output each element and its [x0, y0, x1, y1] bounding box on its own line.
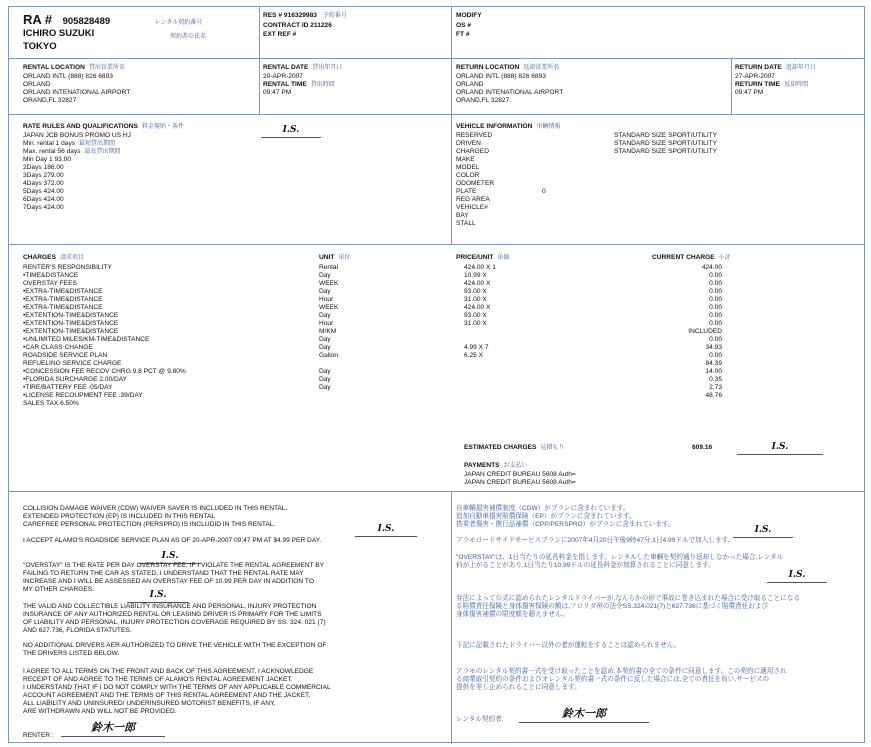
text-line: SALES TAX 6.50%	[23, 400, 79, 407]
text-line: OF LIABILITY AND PERSONAL, INJURY PROTECTION COVERAGE REQUIRED BY SS. 324. 021 (7)	[23, 619, 326, 626]
text-line: •FLORIDA SURCHARGE 2.00/DAY	[23, 376, 128, 383]
text-line	[319, 360, 338, 368]
divider	[731, 59, 732, 114]
text-line: DRIVEN	[456, 140, 481, 147]
text-line: COLLISION DAMAGE WAIVER (CDW) WAIVER SAVER IS INCLUDED IN THIS RENTAL.	[23, 505, 288, 512]
text-line: Hour	[319, 320, 334, 327]
renter-name-jp-label: 契約者の氏名	[170, 34, 207, 40]
text-line: 48.76	[705, 392, 722, 399]
charge-units	[319, 264, 338, 408]
text-line: CHARGED	[456, 148, 489, 155]
text-line: 14.00	[705, 368, 722, 375]
text-line: Hour	[319, 296, 334, 303]
text-line: •EXTRA-TIME&DISTANCE	[23, 304, 103, 311]
roadside-initials-en: I.S.	[139, 545, 201, 564]
renter-signature: 鈴木一郎	[61, 718, 165, 737]
text-line: 0.00	[709, 304, 722, 311]
text-line: •EXTENTION-TIME&DISTANCE	[23, 328, 119, 335]
text-line: Day	[319, 384, 331, 391]
text-line: INSURANCE OF ANY AUTHORIZED RENTAL OR LEASING DRIVER IS PRIMARY FOR THE LIMITS	[23, 611, 322, 618]
text-line: ODOMETER	[456, 180, 495, 187]
rates-promo: JAPAN JCB BONUS PROMO US HJ	[23, 132, 131, 139]
text-line: JAPAN CREDIT BUREAU 5608 Auth=	[464, 471, 576, 478]
text-line: •EXTRA-TIME&DISTANCE	[23, 296, 103, 303]
text-line: CAREFREE PERSONAL PROTECTION (PERSPRO) IS INCLUDID IN THIS RENTAL.	[23, 521, 276, 528]
divider	[451, 7, 452, 58]
text-line: 0.00	[709, 320, 722, 327]
cdw-initials-en: I.S.	[355, 518, 417, 537]
text-line: ARE WITHDRAWN AND WILL NOT BE PROVIDED.	[23, 708, 177, 715]
text-line: STALL	[456, 220, 476, 227]
text-line: RESERVED	[456, 132, 493, 139]
text-line: 6Days 424.00	[23, 196, 64, 203]
rental-time: 09:47 PM	[263, 89, 292, 96]
text-line: STANDARD SIZE SPORT/UTILITY	[614, 132, 718, 139]
rates-min-rental: Min. rental 1 days 最短貸出期間	[23, 140, 116, 147]
estimated-charges-value: 609.16	[692, 444, 713, 451]
terms-section	[9, 492, 864, 744]
text-line: 5Days 424.00	[23, 188, 64, 195]
text-line: THE DRIVERS LISTED BELOW.	[23, 650, 120, 657]
res-jp-label: 予約番号	[322, 13, 347, 19]
text-line: Day	[319, 288, 331, 295]
rental-agreement-document	[8, 6, 865, 743]
text-line: 424.00 X	[464, 280, 491, 287]
text-line: ORLAND INTENATIONAL AIRPORT	[456, 89, 564, 96]
text-line: 2Days 186.00	[23, 164, 64, 171]
text-line	[319, 400, 338, 408]
rental-location-title: RENTAL LOCATION 貸出営業所名	[23, 64, 125, 71]
text-line: •EXTENTION-TIME&DISTANCE	[23, 320, 119, 327]
cdw-terms-jp	[456, 505, 675, 529]
cdw-terms-en	[23, 505, 287, 529]
text-line: 0.00	[709, 336, 722, 343]
text-line: ORAND,FL 32827	[456, 97, 510, 104]
payments-list	[464, 471, 576, 487]
ext-ref: EXT REF #	[263, 31, 297, 38]
text-line: 93.00 X	[464, 312, 487, 319]
renter-name: ICHIRO SUZUKI	[23, 28, 95, 39]
rates-title: RATE RULES AND QUALIFICATIONS 料金規則・条件	[23, 123, 184, 130]
agree-terms-en	[23, 668, 331, 716]
text-line: M/KM	[319, 328, 337, 335]
return-location-title: RETURN LOCATION 返却営業所名	[456, 64, 560, 71]
text-line: 424.00 X	[464, 304, 491, 311]
text-line: Rental	[319, 264, 339, 271]
text-line: PLATE	[456, 188, 477, 195]
text-line	[464, 384, 496, 392]
text-line	[464, 368, 496, 376]
signer-signature-jp: 鈴木一郎	[519, 704, 649, 723]
divider	[259, 59, 260, 114]
text-line: 0.00	[709, 280, 722, 287]
text-line: I UNDERSTAND THAT IF I DO NOT COMPLY WITH THE TERMS OF ANY APPLICABLE COMMERCIAL	[23, 684, 331, 691]
estimated-charges-label: ESTIMATED CHARGES 見積もり	[464, 444, 565, 451]
cdw-initials-jp: I.S.	[733, 519, 793, 538]
text-line: ORAND,FL 32827	[23, 97, 77, 104]
drivers-terms-jp: 下記に記載されたドライバー以外の者が運転をすることは認められません。	[456, 642, 681, 649]
text-line: 3Days 279.00	[23, 172, 64, 179]
modify-label: MODIFY	[456, 12, 482, 19]
text-line: RECEIPT OF AND AGREE TO THE TERMS OF ALAMO'S RENTAL AGREEMENT JACKET.	[23, 676, 293, 683]
rates-max-rental: Max. rental 56 days 最長貸出期間	[23, 148, 121, 155]
text-line: REFUELING SERVICE CHARGE	[23, 360, 122, 367]
return-date: 27-APR-2007	[735, 73, 775, 80]
return-location-lines	[456, 73, 563, 105]
text-line: 424.00 X 1	[464, 264, 496, 271]
text-line	[464, 392, 496, 400]
overstay-terms-jp	[456, 554, 783, 570]
divider	[451, 492, 452, 744]
ra-number	[23, 11, 202, 29]
text-line: REG AREA	[456, 196, 490, 203]
text-line: Day	[319, 344, 331, 351]
text-line: 0.00	[709, 352, 722, 359]
text-line: WEEK	[319, 304, 339, 311]
charges-col-header: CHARGES 請求項目	[23, 254, 84, 261]
text-line: Min Day 1 93.00	[23, 156, 72, 163]
text-line: 搭乗者傷害・携行品補償（CPP/PERSPRO）がプランに含まれています。	[456, 521, 675, 528]
text-line: MODEL	[456, 164, 480, 171]
header-section	[9, 7, 864, 59]
rental-time-title: RENTAL TIME 貸出時間	[263, 81, 335, 88]
text-line: JAPAN CREDIT BUREAU 5608 Auth=	[464, 479, 576, 486]
text-line: ORLAND INTENATIONAL AIRPORT	[23, 89, 131, 96]
text-line: VEHICLE#	[456, 204, 488, 211]
ra-label: RA #	[23, 12, 53, 27]
text-line	[464, 328, 496, 336]
text-line	[464, 336, 496, 344]
text-line: Day	[319, 368, 331, 375]
text-line: NO ADDITIONAL DRIVERS AER AUTHORIZED TO DRIVE THE VEHICLE WITH THE EXCEPTION OF	[23, 642, 327, 649]
text-line: 料が上がることがあり,1日当たり10.99ドルの延長料金が加算されることに同意します。	[456, 562, 715, 569]
estimated-initials: I.S.	[737, 436, 823, 455]
divider	[451, 59, 452, 114]
text-line: INCLUDED	[688, 328, 722, 335]
text-line: MY OTHER CHARGES.	[23, 586, 94, 593]
renter-label: RENTER :	[23, 732, 54, 739]
text-line: "OVERSTAY"は、1日当たりの延長料金を指します。レンタルした車輌を契約通り返却しなかった場合,レンタル	[456, 554, 784, 561]
odometer-value: 0	[542, 188, 546, 195]
text-line: ORLAND INTL (888) 826 6893	[456, 73, 546, 80]
drivers-terms-en	[23, 642, 326, 658]
text-line: 10.99 X	[464, 272, 487, 279]
text-line: •EXTENTION-TIME&DISTANCE	[23, 312, 119, 319]
text-line: 0.00	[709, 288, 722, 295]
return-time: 09:47 PM	[735, 89, 764, 96]
text-line: Day	[319, 312, 331, 319]
text-line: 提供を差し止められることに同意します。	[456, 684, 581, 691]
text-line	[319, 392, 338, 400]
text-line: STANDARD SIZE SPORT/UTILITY	[614, 140, 718, 147]
text-line: 6.25 X	[464, 352, 484, 359]
text-line: MAKE	[456, 156, 475, 163]
roadside-terms-en: I ACCEPT ALAMO'S ROADSIDE SERVICE PLAN AS OF 20-APR-2007 09:47 PM AT $4.99 PER DAY.	[23, 537, 322, 544]
renter-city: TOKYO	[23, 41, 57, 52]
divider	[451, 115, 452, 244]
text-line: 84.39	[705, 360, 722, 367]
text-line: WEEK	[319, 280, 339, 287]
text-line: 31.00 X	[464, 296, 487, 303]
text-line: 2.73	[709, 384, 722, 391]
text-line	[464, 376, 496, 384]
text-line: る賠償責任保険と身体傷害保険の額は,フロリダ州の法令SS.324.021(7)と627.736に基づく賠償責任および	[456, 603, 769, 610]
charge-items	[23, 264, 186, 408]
contract-id: CONTRACT ID 211226	[263, 22, 332, 29]
text-line: 4Days 372.00	[23, 180, 64, 187]
text-line: FAILING TO RETURN THE CAR AS STATED, I UNDERSTAND THAT THE RENTAL RATE MAY	[23, 570, 304, 577]
text-line: 93.00 X	[464, 288, 487, 295]
unit-col-header: UNIT 単位	[319, 254, 351, 261]
overstay-initials-en: I.S.	[127, 584, 189, 603]
text-line: 弁法によって公式に認められたレンタルドライバーが,なんらかの形で事故に巻き込まれた場合に受け取ることになる	[456, 595, 800, 602]
res-number: RES # 916329983 予約番号	[263, 12, 347, 19]
vehicle-title: VEHICLE INFORMATION 車輌情報	[456, 123, 561, 130]
text-line: THE VALID AND COLLECTIBLE LIABILITY INSURANCE AND PERSONAL, INJURY PROTECTION	[23, 603, 317, 610]
text-line: 自車輌損害補償制度（CDW）がプランに含まれています。	[456, 505, 630, 512]
text-line: 34.93	[705, 344, 722, 351]
return-date-title: RETURN DATE 返却年月日	[735, 64, 816, 71]
rates-vehicle-section	[9, 115, 864, 245]
text-line: 7Days 424.00	[23, 204, 64, 211]
text-line	[464, 360, 496, 368]
liability-terms-en	[23, 603, 326, 635]
text-line: 0.00	[709, 272, 722, 279]
overstay-initials-jp: I.S.	[767, 564, 827, 583]
text-line: •LICENSE RECOUPMENT FEE .39/DAY	[23, 392, 143, 399]
rates-day-list	[23, 156, 71, 212]
text-line: 0.35	[709, 376, 722, 383]
text-line: 0.00	[709, 296, 722, 303]
text-line: •CONCESSION FEE RECOV CHRG 9.8 PCT @ 9.80%	[23, 368, 186, 375]
rates-initials: I.S.	[261, 119, 321, 138]
charge-current	[649, 264, 722, 408]
text-line: 424.00	[701, 264, 722, 271]
text-line	[649, 400, 722, 408]
text-line: OVERSTAY FEES	[23, 280, 77, 287]
text-line: Day	[319, 272, 331, 279]
text-line: ORLAND	[456, 81, 484, 88]
text-line: ACCOUNT AGREEMENT AND THE TERMS OF THIS RENTAL AGREEMENT AND THE JACKET,	[23, 692, 311, 699]
text-line: 31.00 X	[464, 320, 487, 327]
text-line: INCREASE AND I WILL BE ASSESSED AN OVERSTAY FEE OF 10.99 PER DAY IN ADDITION TO	[23, 578, 314, 585]
text-line: •TIRE/BATTERY FEE .05/DAY	[23, 384, 113, 391]
rental-date: 20-APR-2007	[263, 73, 303, 80]
text-line: ORLAND	[23, 81, 51, 88]
roadside-terms-jp: アラモロードサイドサービスプランに2007年4月20日午後9時47分,1日4.99ドルで加入します。	[456, 537, 735, 544]
agree-terms-jp	[456, 668, 787, 692]
text-line: アラモのレンタル契約書一式を受け取ったことを認め,本契約書の全ての条件に同意します。この契約に適用され	[456, 668, 787, 675]
rental-return-section	[9, 59, 864, 115]
text-line: EXTENDED PROTECTION (EP) IS INCLUDED IN THIS RENTAL	[23, 513, 216, 520]
liability-terms-jp	[456, 595, 800, 619]
text-line: Day	[319, 376, 331, 383]
text-line: る商業取引契約の条件およびオレンタル契約書一式の条件に反した場合には,全ての責任を負い,サービスの	[456, 676, 770, 683]
text-line: I AGREE TO ALL TERMS ON THE FRONT AND BACK OF THIS AGREEMENT, I ACKNOWLEDGE	[23, 668, 314, 675]
text-line: •UNLIMITED MILES/KM-TIME&DISTANCE	[23, 336, 150, 343]
return-time-title: RETURN TIME 返却時間	[735, 81, 809, 88]
text-line: 追加自動車損害賠償保険（EP）がプランに含まれています。	[456, 513, 636, 520]
text-line: Day	[319, 336, 331, 343]
text-line: ALL LIABILITY AND UNINSURED/ UNDERINSURED MOTORIST BENEFITS, IF ANY,	[23, 700, 276, 707]
text-line	[464, 400, 496, 408]
text-line: AND 627.736, FLORIDA STATUTES.	[23, 627, 132, 634]
ft-label: FT #	[456, 31, 470, 38]
payments-title: PAYMENTS お支払い	[464, 462, 528, 469]
text-line: COLOR	[456, 172, 480, 179]
charges-section	[9, 245, 864, 492]
os-label: OS #	[456, 22, 472, 29]
text-line: "OVERSTAY" IS THE RATE PER DAY OVERSTAY FEE, IF I VIOLATE THE RENTAL AGREEMENT BY	[23, 562, 325, 569]
rental-location-lines	[23, 73, 130, 105]
text-line: ROADSIDE SERVICE PLAN	[23, 352, 108, 359]
rental-date-title: RENTAL DATE 貸出年月日	[263, 64, 343, 71]
text-line: ORLAND INTL (888) 826 6893	[23, 73, 113, 80]
text-line: 0.00	[709, 312, 722, 319]
text-line: •TIME&DISTANCE	[23, 272, 79, 279]
ra-value: 905828489	[62, 16, 111, 27]
text-line: •EXTRA-TIME&DISTANCE	[23, 288, 103, 295]
current-col-header: CURRENT CHARGE 小計	[652, 254, 731, 261]
text-line: 身体傷害補償の限度額を超えません。	[456, 611, 569, 618]
price-col-header: PRICE/UNIT 単価	[456, 254, 510, 261]
signer-label-jp: レンタル契約者:	[456, 716, 504, 723]
text-line: BAY	[456, 212, 469, 219]
charge-prices	[464, 264, 496, 408]
divider	[259, 7, 260, 58]
text-line: RENTER'S RESPONSIBILITY	[23, 264, 112, 271]
text-line: •CAR CLASS CHANGE	[23, 344, 93, 351]
vehicle-labels	[456, 132, 494, 228]
ra-jp-label: レンタル契約番号	[154, 20, 203, 26]
text-line: 4.99 X 7	[464, 344, 489, 351]
text-line: STANDARD SIZE SPORT/UTILITY	[614, 148, 718, 155]
text-line: Gallon	[319, 352, 339, 359]
vehicle-values	[614, 132, 717, 156]
